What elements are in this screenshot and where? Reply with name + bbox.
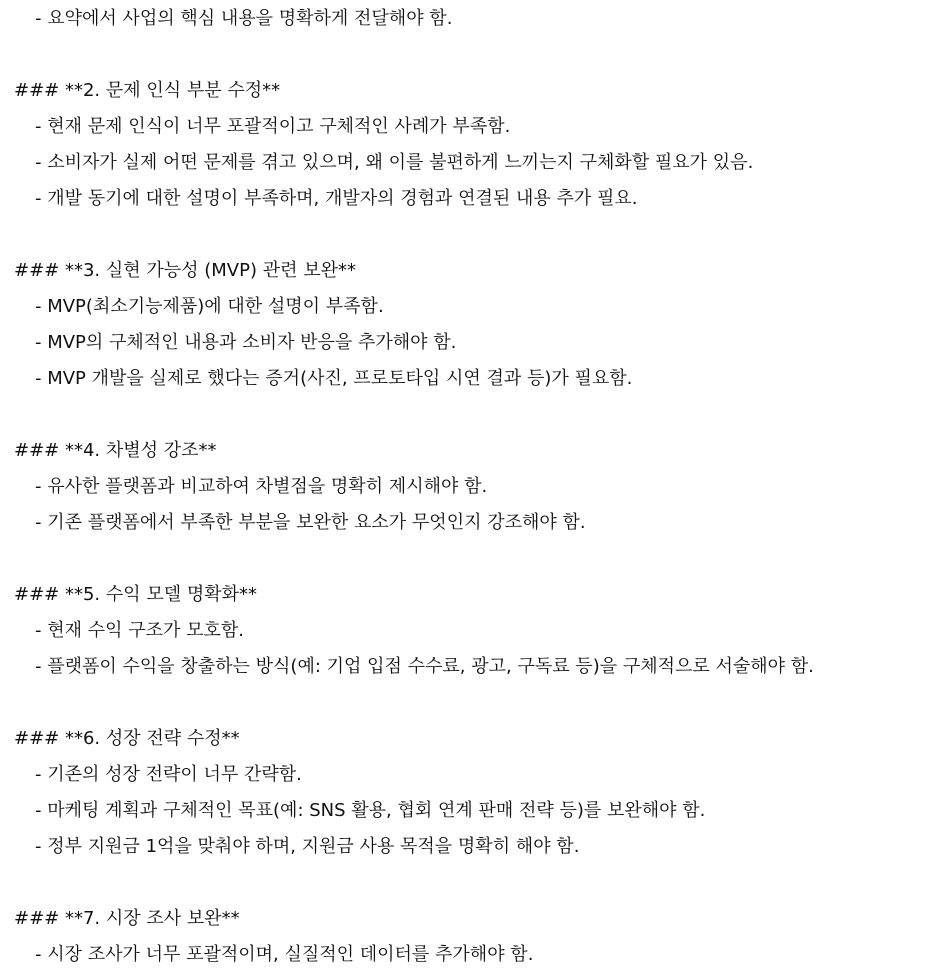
bullet-item: - 개발 동기에 대한 설명이 부족하며, 개발자의 경험과 연결된 내용 추가 필요. [35,188,638,209]
document-section [0,433,928,541]
section-heading: ### **4. 차별성 강조** [14,440,217,461]
document-section [0,253,928,397]
document-section [0,1,928,37]
document-section [0,73,928,217]
section-heading: ### **6. 성장 전략 수정** [14,728,240,749]
section-heading: ### **3. 실현 가능성 (MVP) 관련 보완** [14,260,356,281]
bullet-item: - 현재 수익 구조가 모호함. [35,620,244,641]
bullet-item: - 정부 지원금 1억을 맞춰야 하며, 지원금 사용 목적을 명확히 해야 함. [35,836,580,857]
feedback-document [0,1,928,973]
bullet-item: - 기존의 성장 전략이 너무 간략함. [35,764,302,785]
bullet-item: - 마케팅 계획과 구체적인 목표(예: SNS 활용, 협회 연계 판매 전략 등)를 보완해야 함. [35,800,706,821]
bullet-item: - 플랫폼이 수익을 창출하는 방식(예: 기업 입점 수수료, 광고, 구독료 등)을 구체적으로 서술해야 함. [35,656,814,677]
bullet-item: - 소비자가 실제 어떤 문제를 겪고 있으며, 왜 이를 불편하게 느끼는지 구체화할 필요가 있음. [35,152,754,173]
section-heading: ### **7. 시장 조사 보완** [14,908,240,929]
bullet-item: - 기존 플랫폼에서 부족한 부분을 보완한 요소가 무엇인지 강조해야 함. [35,512,586,533]
bullet-item: - MVP의 구체적인 내용과 소비자 반응을 추가해야 함. [35,332,457,353]
document-section [0,721,928,865]
document-section [0,901,928,973]
document-section [0,577,928,685]
section-heading: ### **2. 문제 인식 부분 수정** [14,80,281,101]
section-heading: ### **5. 수익 모델 명확화** [14,584,258,605]
bullet-item: - MVP 개발을 실제로 했다는 증거(사진, 프로토타입 시연 결과 등)가 필요함. [35,368,633,389]
bullet-item: - MVP(최소기능제품)에 대한 설명이 부족함. [35,296,384,317]
bullet-item: - 시장 조사가 너무 포괄적이며, 실질적인 데이터를 추가해야 함. [35,944,534,965]
bullet-item: - 현재 문제 인식이 너무 포괄적이고 구체적인 사례가 부족함. [35,116,511,137]
bullet-item: - 유사한 플랫폼과 비교하여 차별점을 명확히 제시해야 함. [35,476,488,497]
bullet-item: - 요약에서 사업의 핵심 내용을 명확하게 전달해야 함. [35,8,453,29]
